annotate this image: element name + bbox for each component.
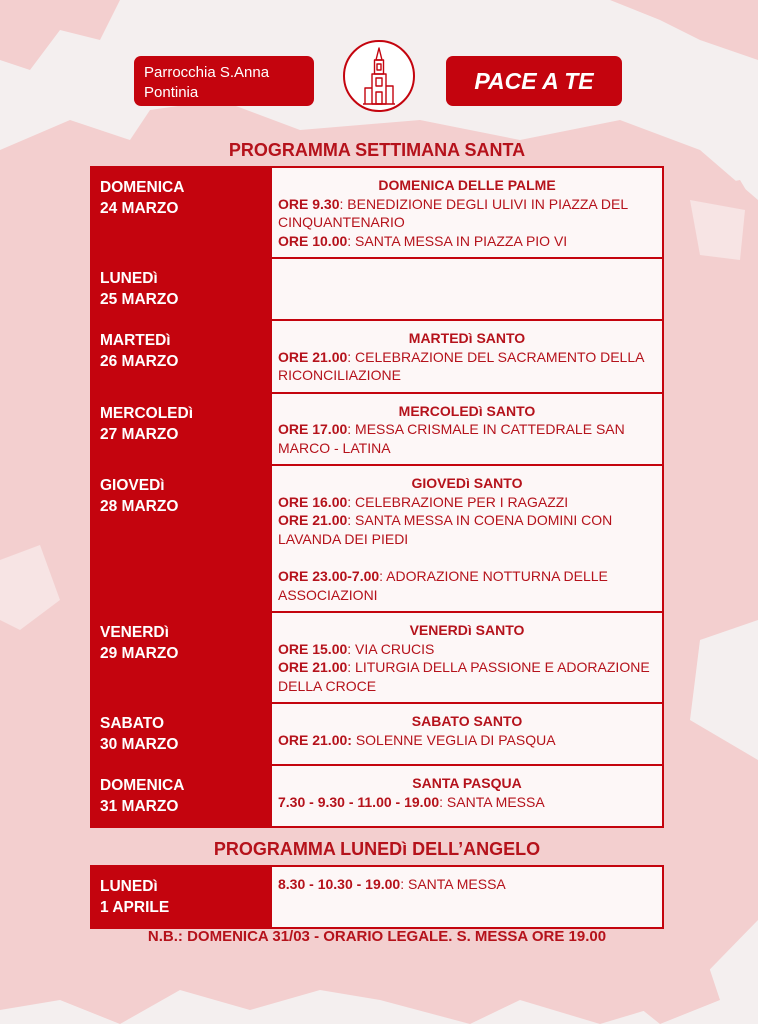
event-time: ORE 21.00: <box>278 731 352 748</box>
parish-town: Pontinia <box>144 84 199 101</box>
day-cell <box>91 258 271 320</box>
event-time: ORE 23.00-7.00 <box>278 568 380 584</box>
day-date: 27 MARZO <box>100 425 179 443</box>
schedule-row <box>91 258 663 320</box>
easter-monday-schedule <box>90 865 664 929</box>
events-cell <box>271 703 663 765</box>
schedule-row <box>91 866 663 928</box>
event-line <box>278 493 656 512</box>
events-cell <box>271 465 663 612</box>
motto-badge: PACE A TE <box>446 56 622 106</box>
day-date: 26 MARZO <box>100 353 179 370</box>
event-time: ORE 9.30 <box>278 195 340 212</box>
parish-logo <box>343 40 415 112</box>
church-bell-tower-icon <box>345 42 413 110</box>
event-description: : BENEDIZIONE DEGLI ULIVI IN PIAZZA DEL CINQUANTENARIO <box>278 195 628 230</box>
day-date: 29 MARZO <box>100 645 179 662</box>
day-cell <box>91 866 271 928</box>
day-date: 25 MARZO <box>100 291 179 308</box>
schedule-row <box>91 465 663 612</box>
schedule-row <box>91 167 663 258</box>
event-description: : VIA CRUCIS <box>347 640 435 657</box>
day-name: MARTEDì <box>100 332 171 349</box>
footnote: N.B.: DOMENICA 31/03 - ORARIO LEGALE. S. MESSA ORE 19.00 <box>147 928 607 945</box>
day-cell <box>91 320 271 393</box>
holy-week-schedule <box>90 166 664 828</box>
event-description: : SANTA MESSA <box>439 793 545 810</box>
day-name: VENERDì <box>100 624 169 641</box>
events-cell <box>271 393 663 466</box>
event-line <box>278 420 656 457</box>
event-description: : ADORAZIONE NOTTURNA DELLE ASSOCIAZIONI <box>278 568 608 603</box>
day-name: SABATO <box>100 715 165 732</box>
day-date: 30 MARZO <box>100 736 179 753</box>
events-cell <box>271 612 663 703</box>
schedule-row <box>91 320 663 393</box>
event-line <box>278 195 656 232</box>
event-description: : SANTA MESSA IN COENA DOMINI CON LAVANDA DEI PIEDI <box>278 512 613 547</box>
day-date: 1 APRILE <box>100 899 170 916</box>
event-title: MARTEDì SANTO <box>408 330 526 346</box>
event-description: SOLENNE VEGLIA DI PASQUA <box>351 731 556 748</box>
event-time: ORE 21.00 <box>278 659 348 675</box>
day-name: DOMENICA <box>100 179 185 196</box>
day-name: LUNEDì <box>100 878 158 895</box>
parish-badge <box>134 56 314 106</box>
event-time: ORE 21.00 <box>278 512 348 528</box>
day-date: 28 MARZO <box>100 498 179 515</box>
events-cell <box>271 167 663 258</box>
day-cell <box>91 612 271 703</box>
event-time: 7.30 - 9.30 - 11.00 - 19.00 <box>278 793 440 810</box>
event-time: ORE 17.00 <box>278 421 348 437</box>
events-cell <box>271 258 663 320</box>
event-line <box>278 731 656 750</box>
event-description: : SANTA MESSA <box>400 876 506 892</box>
day-cell <box>91 393 271 466</box>
schedule-row <box>91 703 663 765</box>
easter-monday-title: PROGRAMMA LUNEDì DELL’ANGELO <box>213 839 541 859</box>
event-time: 8.30 - 10.30 - 19.00 <box>278 876 401 892</box>
event-line <box>278 640 656 659</box>
day-cell <box>91 703 271 765</box>
day-cell <box>91 465 271 612</box>
day-date: 24 MARZO <box>100 200 179 217</box>
event-title: GIOVEDì SANTO <box>411 475 523 491</box>
parish-name: Parrocchia S.Anna <box>144 64 270 81</box>
day-cell <box>91 167 271 258</box>
event-description: : CELEBRAZIONE PER I RAGAZZI <box>347 493 569 510</box>
holy-week-title: PROGRAMMA SETTIMANA SANTA <box>228 140 526 160</box>
event-title: MERCOLEDì SANTO <box>398 402 536 419</box>
event-line <box>278 875 656 894</box>
event-line <box>278 658 656 695</box>
event-time: ORE 15.00 <box>278 640 348 657</box>
day-cell <box>91 765 271 827</box>
event-line <box>278 793 656 812</box>
day-name: LUNEDì <box>100 270 158 287</box>
schedule-row <box>91 612 663 703</box>
event-time: ORE 21.00 <box>278 348 348 365</box>
event-description: : CELEBRAZIONE DEL SACRAMENTO DELLA RICONCILIAZIONE <box>278 348 644 383</box>
event-spacer <box>278 548 656 567</box>
event-time: ORE 10.00 <box>278 232 348 249</box>
events-cell <box>271 320 663 393</box>
schedule-row <box>91 765 663 827</box>
event-description: : LITURGIA DELLA PASSIONE E ADORAZIONE DELLA CROCE <box>278 659 650 694</box>
event-title: VENERDì SANTO <box>409 622 525 638</box>
event-title: SANTA PASQUA <box>412 775 522 791</box>
events-cell <box>271 765 663 827</box>
day-name: MERCOLEDì <box>100 404 193 422</box>
schedule-row <box>91 393 663 466</box>
day-date: 31 MARZO <box>100 798 179 815</box>
event-title: DOMENICA DELLE PALME <box>378 177 556 193</box>
day-name: DOMENICA <box>100 777 185 794</box>
event-line <box>278 511 656 548</box>
event-line <box>278 232 656 251</box>
event-description: : SANTA MESSA IN PIAZZA PIO VI <box>347 232 568 249</box>
event-line <box>278 348 656 385</box>
day-name: GIOVEDì <box>100 477 165 494</box>
event-description: : MESSA CRISMALE IN CATTEDRALE SAN MARCO - LATINA <box>278 421 625 456</box>
event-line <box>278 567 656 604</box>
event-title: SABATO SANTO <box>411 713 523 729</box>
events-cell <box>271 866 663 928</box>
event-time: ORE 16.00 <box>278 493 348 510</box>
